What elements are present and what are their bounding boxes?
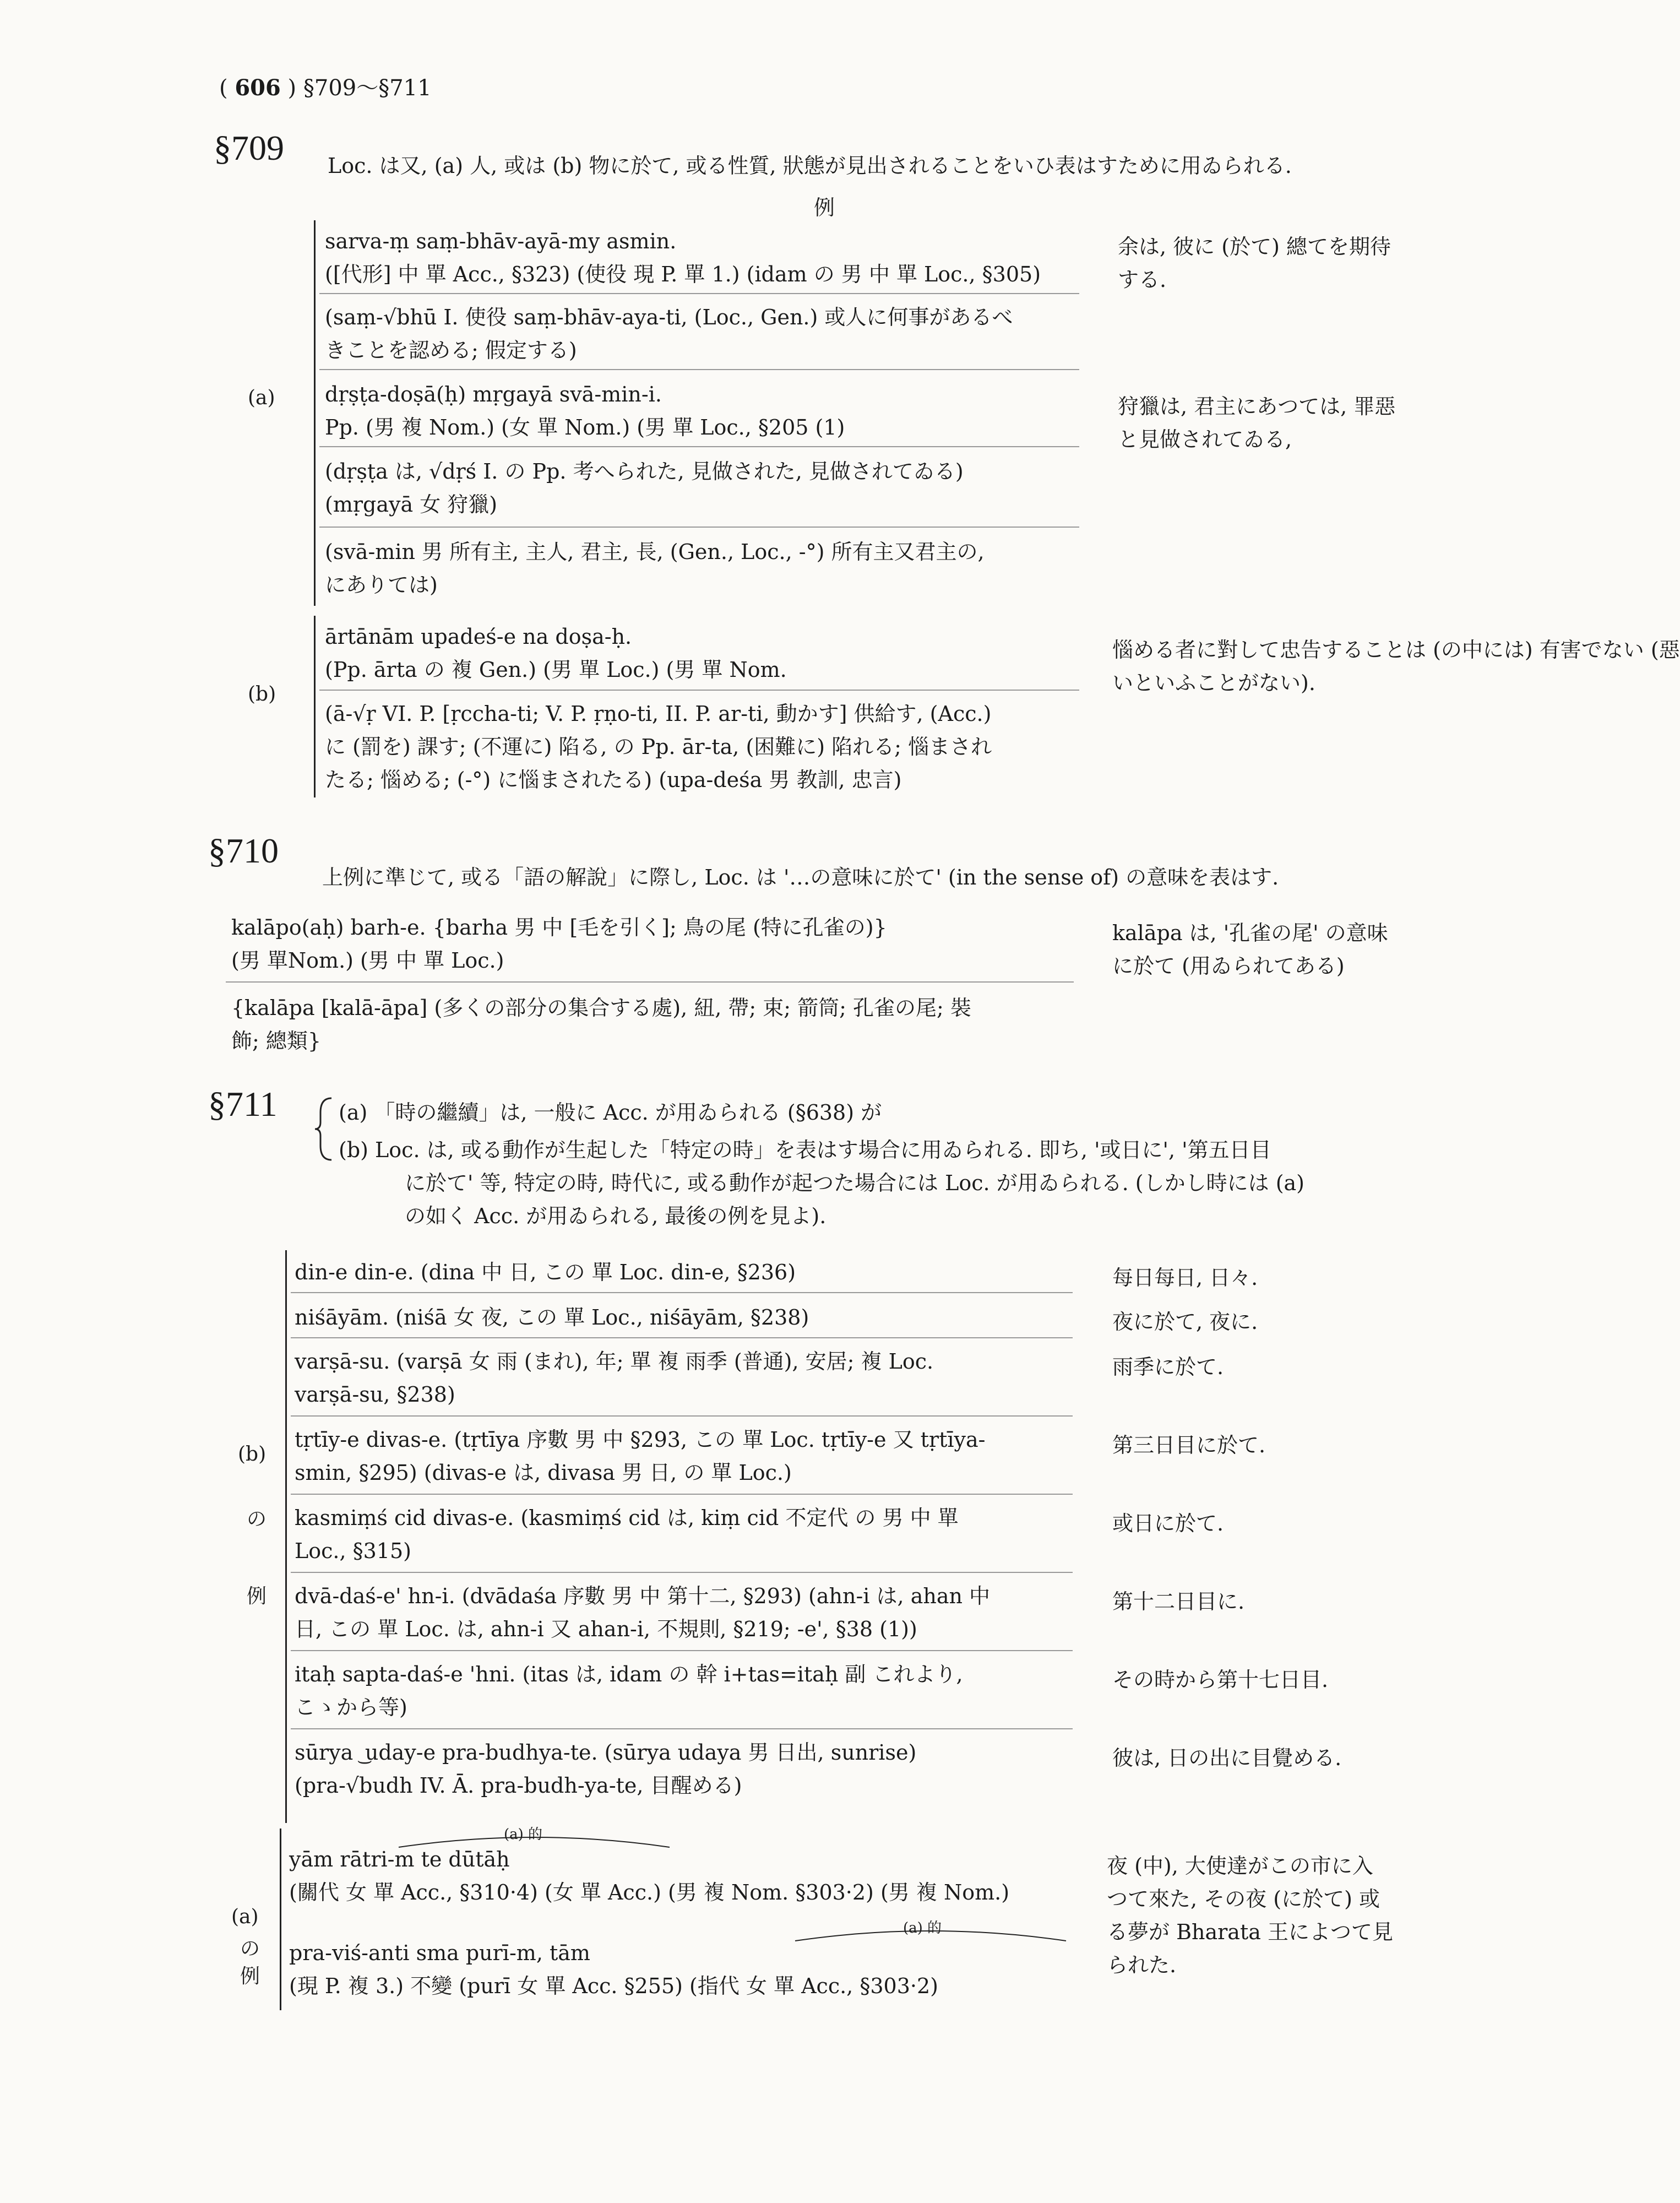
page-header: ( 606 ) §709〜§711 bbox=[219, 75, 432, 101]
divider bbox=[319, 293, 1079, 294]
s711-b-example: Loc., §315) bbox=[295, 1539, 411, 1563]
s711-a-side-label: 例 bbox=[240, 1965, 260, 1988]
divider bbox=[291, 1415, 1073, 1417]
s711-line-a: (a) 「時の繼續」は, 一般に Acc. が用ゐられる (§638) が bbox=[339, 1100, 882, 1125]
s711-b-side-label: の bbox=[247, 1508, 267, 1531]
s709-a-label: (a) bbox=[248, 387, 275, 409]
s709-b-label: (b) bbox=[248, 683, 276, 706]
section-711-number: §711 bbox=[208, 1084, 278, 1124]
divider bbox=[291, 1494, 1073, 1495]
divider bbox=[291, 1572, 1073, 1573]
s711-b-example: こゝから等) bbox=[295, 1695, 407, 1719]
s709-b-brace bbox=[314, 616, 316, 797]
section-710-heading: 上例に準じて, 或る「語の解說」に際し, Loc. は '…の意味に於て' (in the sense of) の意味を表はす. bbox=[322, 865, 1279, 889]
s711-b-example: smin, §295) (divas-e は, divasa 男 日, の 單 Loc.) bbox=[295, 1461, 792, 1485]
s711-a-line: yām rātri-m te dūtāḥ bbox=[289, 1847, 510, 1871]
s711-line-b2: に於て' 等, 特定の時, 時代に, 或る動作が起つた場合には Loc. が用ゐられる. (しかし時には (a) bbox=[405, 1171, 1305, 1195]
s709-a-line: にありては) bbox=[325, 573, 438, 597]
s711-b-translation: 第十二日目に. bbox=[1112, 1589, 1245, 1614]
s711-a-tag: (a) 的 bbox=[903, 1920, 942, 1936]
s711-b-example: itaḥ sapta-daś-e 'hni. (itas は, idam の 幹 i+tas=itaḥ 副 これより, bbox=[295, 1662, 963, 1686]
s709-a-line: (svā-min 男 所有主, 主人, 君主, 長, (Gen., Loc., -°) 所有主又君主の, bbox=[325, 540, 985, 564]
divider bbox=[319, 369, 1079, 370]
s709-a-line: dṛṣṭa-doṣā(ḥ) mṛgayā svā-min-i. bbox=[325, 382, 662, 406]
s709-a-line: Pp. (男 複 Nom.) (女 單 Nom.) (男 單 Loc., §205 (1) bbox=[325, 415, 845, 439]
s711-b-translation: 或日に於て. bbox=[1112, 1511, 1224, 1535]
s711-a-side-label: の bbox=[240, 1938, 260, 1960]
s711-a-side-label: (a) bbox=[231, 1906, 259, 1928]
s711-a-line: pra-viś-anti sma purī-m, tām bbox=[289, 1941, 590, 1965]
s711-b-translation: その時から第十七日目. bbox=[1112, 1668, 1329, 1692]
s709-b-translation: 惱める者に對して忠告することは (の中には) 有害でない (惡 いといふことがない). bbox=[1112, 638, 1680, 695]
s710-line: 飾; 總類} bbox=[231, 1029, 322, 1053]
s709-b-line: (Pp. ārta の 複 Gen.) (男 單 Loc.) (男 單 Nom. bbox=[325, 658, 787, 682]
section-range: §709〜§711 bbox=[303, 75, 432, 101]
s709-b-line: に (罰を) 課す; (不運に) 陷る, の Pp. ār-ta, (困難に) 陷れる; 惱まされ bbox=[325, 735, 992, 759]
s709-a-line: sarva-ṃ saṃ-bhāv-ayā-my asmin. bbox=[325, 229, 677, 253]
s710-line: (男 單Nom.) (男 中 單 Loc.) bbox=[231, 948, 504, 973]
s711-a-tag: (a) 的 bbox=[504, 1826, 543, 1843]
s711-b-side-label: (b) bbox=[238, 1443, 267, 1466]
s709-a-line: (saṃ-√bhū I. 使役 saṃ-bhāv-aya-ti, (Loc., Gen.) 或人に何事があるべ bbox=[325, 305, 1013, 329]
s711-b-translation: 彼は, 日の出に目覺める. bbox=[1112, 1746, 1342, 1770]
divider bbox=[291, 1292, 1073, 1293]
s709-a-brace bbox=[314, 220, 316, 606]
s709-a-translation-1: 余は, 彼に (於て) 總てを期待 する. bbox=[1118, 235, 1391, 292]
s711-b-translation: 每日每日, 日々. bbox=[1112, 1266, 1258, 1290]
s711-b-example: sūrya ͜ uday-e pra-budhya-te. (sūrya udaya 男 日出, sunrise) bbox=[295, 1740, 917, 1765]
section-709-heading: Loc. は又, (a) 人, 或は (b) 物に於て, 或る性質, 狀態が見出されることをいひ表はすために用ゐられる. bbox=[328, 154, 1292, 178]
s709-a-line: (dṛṣṭa は, √dṛś I. の Pp. 考へられた, 見做された, 見做されてゐる) bbox=[325, 459, 964, 484]
example-label: 例 bbox=[814, 196, 835, 220]
s711-b-translation: 第三日目に於て. bbox=[1112, 1433, 1266, 1457]
s711-b-example: kasmiṃś cid divas-e. (kasmiṃś cid は, kiṃ cid 不定代 の 男 中 單 bbox=[295, 1506, 959, 1530]
section-710-number: §710 bbox=[208, 831, 279, 870]
s711-brace bbox=[314, 1096, 336, 1162]
s709-b-line: ārtānām upadeś-e na doṣa-ḥ. bbox=[325, 625, 632, 649]
s711-b-example: niśāyām. (niśā 女 夜, この 單 Loc., niśāyām, §238) bbox=[295, 1305, 809, 1330]
s709-a-line: きことを認める; 假定する) bbox=[325, 338, 577, 362]
s709-b-line: (ā-√ṛ VI. P. [ṛccha-ti; V. P. ṛṇo-ti, II. P. ar-ti, 動かす] 供給す, (Acc.) bbox=[325, 702, 992, 726]
s709-a-translation-2: 狩獵は, 君主にあつては, 罪惡 と見做されてゐる, bbox=[1118, 394, 1396, 452]
s711-b-example: 日, この 單 Loc. は, ahn-i 又 ahan-i, 不規則, §219; -e', §38 (1)) bbox=[295, 1617, 917, 1641]
s711-b-example: din-e din-e. (dina 中 日, この 單 Loc. din-e, §236) bbox=[295, 1260, 796, 1284]
divider bbox=[291, 1337, 1073, 1338]
s711-b-side-label: 例 bbox=[247, 1585, 267, 1608]
s711-b-example: (pra-√budh IV. Ā. pra-budh-ya-te, 目醒める) bbox=[295, 1773, 742, 1798]
s711-line-b1: (b) Loc. は, 或る動作が生起した「特定の時」を表はす場合に用ゐられる. 即ち, '或日に', '第五日目 bbox=[339, 1138, 1271, 1162]
s711-b-example: varṣā-su, §238) bbox=[295, 1382, 455, 1407]
s710-line: {kalāpa [kalā-āpa] (多くの部分の集合する處), 紐, 帶; 束; 箭筒; 孔雀の尾; 裝 bbox=[231, 996, 971, 1020]
s709-b-line: たる; 惱める; (-°) に惱まされたる) (upa-deśa 男 教訓, 忠言) bbox=[325, 768, 902, 792]
s711-b-example: varṣā-su. (varṣā 女 雨 (まれ), 年; 單 複 雨季 (普通), 安居; 複 Loc. bbox=[295, 1349, 934, 1374]
s711-b-brace bbox=[285, 1250, 287, 1823]
divider bbox=[226, 981, 1074, 983]
s709-a-line: ([代形] 中 單 Acc., §323) (使役 現 P. 單 1.) (idam の 男 中 單 Loc., §305) bbox=[325, 262, 1041, 286]
page-number: 606 bbox=[235, 75, 281, 101]
s711-a-line: (現 P. 複 3.) 不變 (purī 女 單 Acc. §255) (指代 女 單 Acc., §303·2) bbox=[289, 1974, 938, 1998]
section-709-number: §709 bbox=[214, 128, 284, 167]
s710-translation: kalāpa は, '孔雀の尾' の意味 に於て (用ゐられてある) bbox=[1112, 921, 1388, 978]
s711-b-translation: 夜に於て, 夜に. bbox=[1112, 1310, 1258, 1334]
divider bbox=[319, 527, 1079, 528]
s711-a-brace bbox=[280, 1828, 281, 2010]
s711-b-example: tṛtīy-e divas-e. (tṛtīya 序數 男 中 §293, この 單 Loc. tṛtīy-e 又 tṛtīya- bbox=[295, 1428, 986, 1452]
s711-b-translation: 雨季に於て. bbox=[1112, 1355, 1224, 1379]
s711-line-b3: の如く Acc. が用ゐられる, 最後の例を見よ). bbox=[405, 1204, 827, 1228]
s711-a-line: (關代 女 單 Acc., §310·4) (女 單 Acc.) (男 複 Nom. §303·2) (男 複 Nom.) bbox=[289, 1880, 1010, 1904]
divider bbox=[291, 1728, 1073, 1729]
s711-a-translation: 夜 (中), 大使達がこの市に入 つて來た, その夜 (に於て) 或 る夢が Bharata 王によつて見 られた. bbox=[1107, 1854, 1393, 1977]
s711-b-example: dvā-daś-e' hn-i. (dvādaśa 序數 男 中 第十二, §293) (ahn-i は, ahan 中 bbox=[295, 1584, 991, 1608]
divider bbox=[291, 1650, 1073, 1651]
s709-a-line: (mṛgayā 女 狩獵) bbox=[325, 492, 498, 517]
divider bbox=[319, 446, 1079, 447]
divider bbox=[319, 690, 1079, 691]
s710-line: kalāpo(aḥ) barh-e. {barha 男 中 [毛を引く]; 鳥の尾 (特に孔雀の)} bbox=[231, 915, 887, 940]
